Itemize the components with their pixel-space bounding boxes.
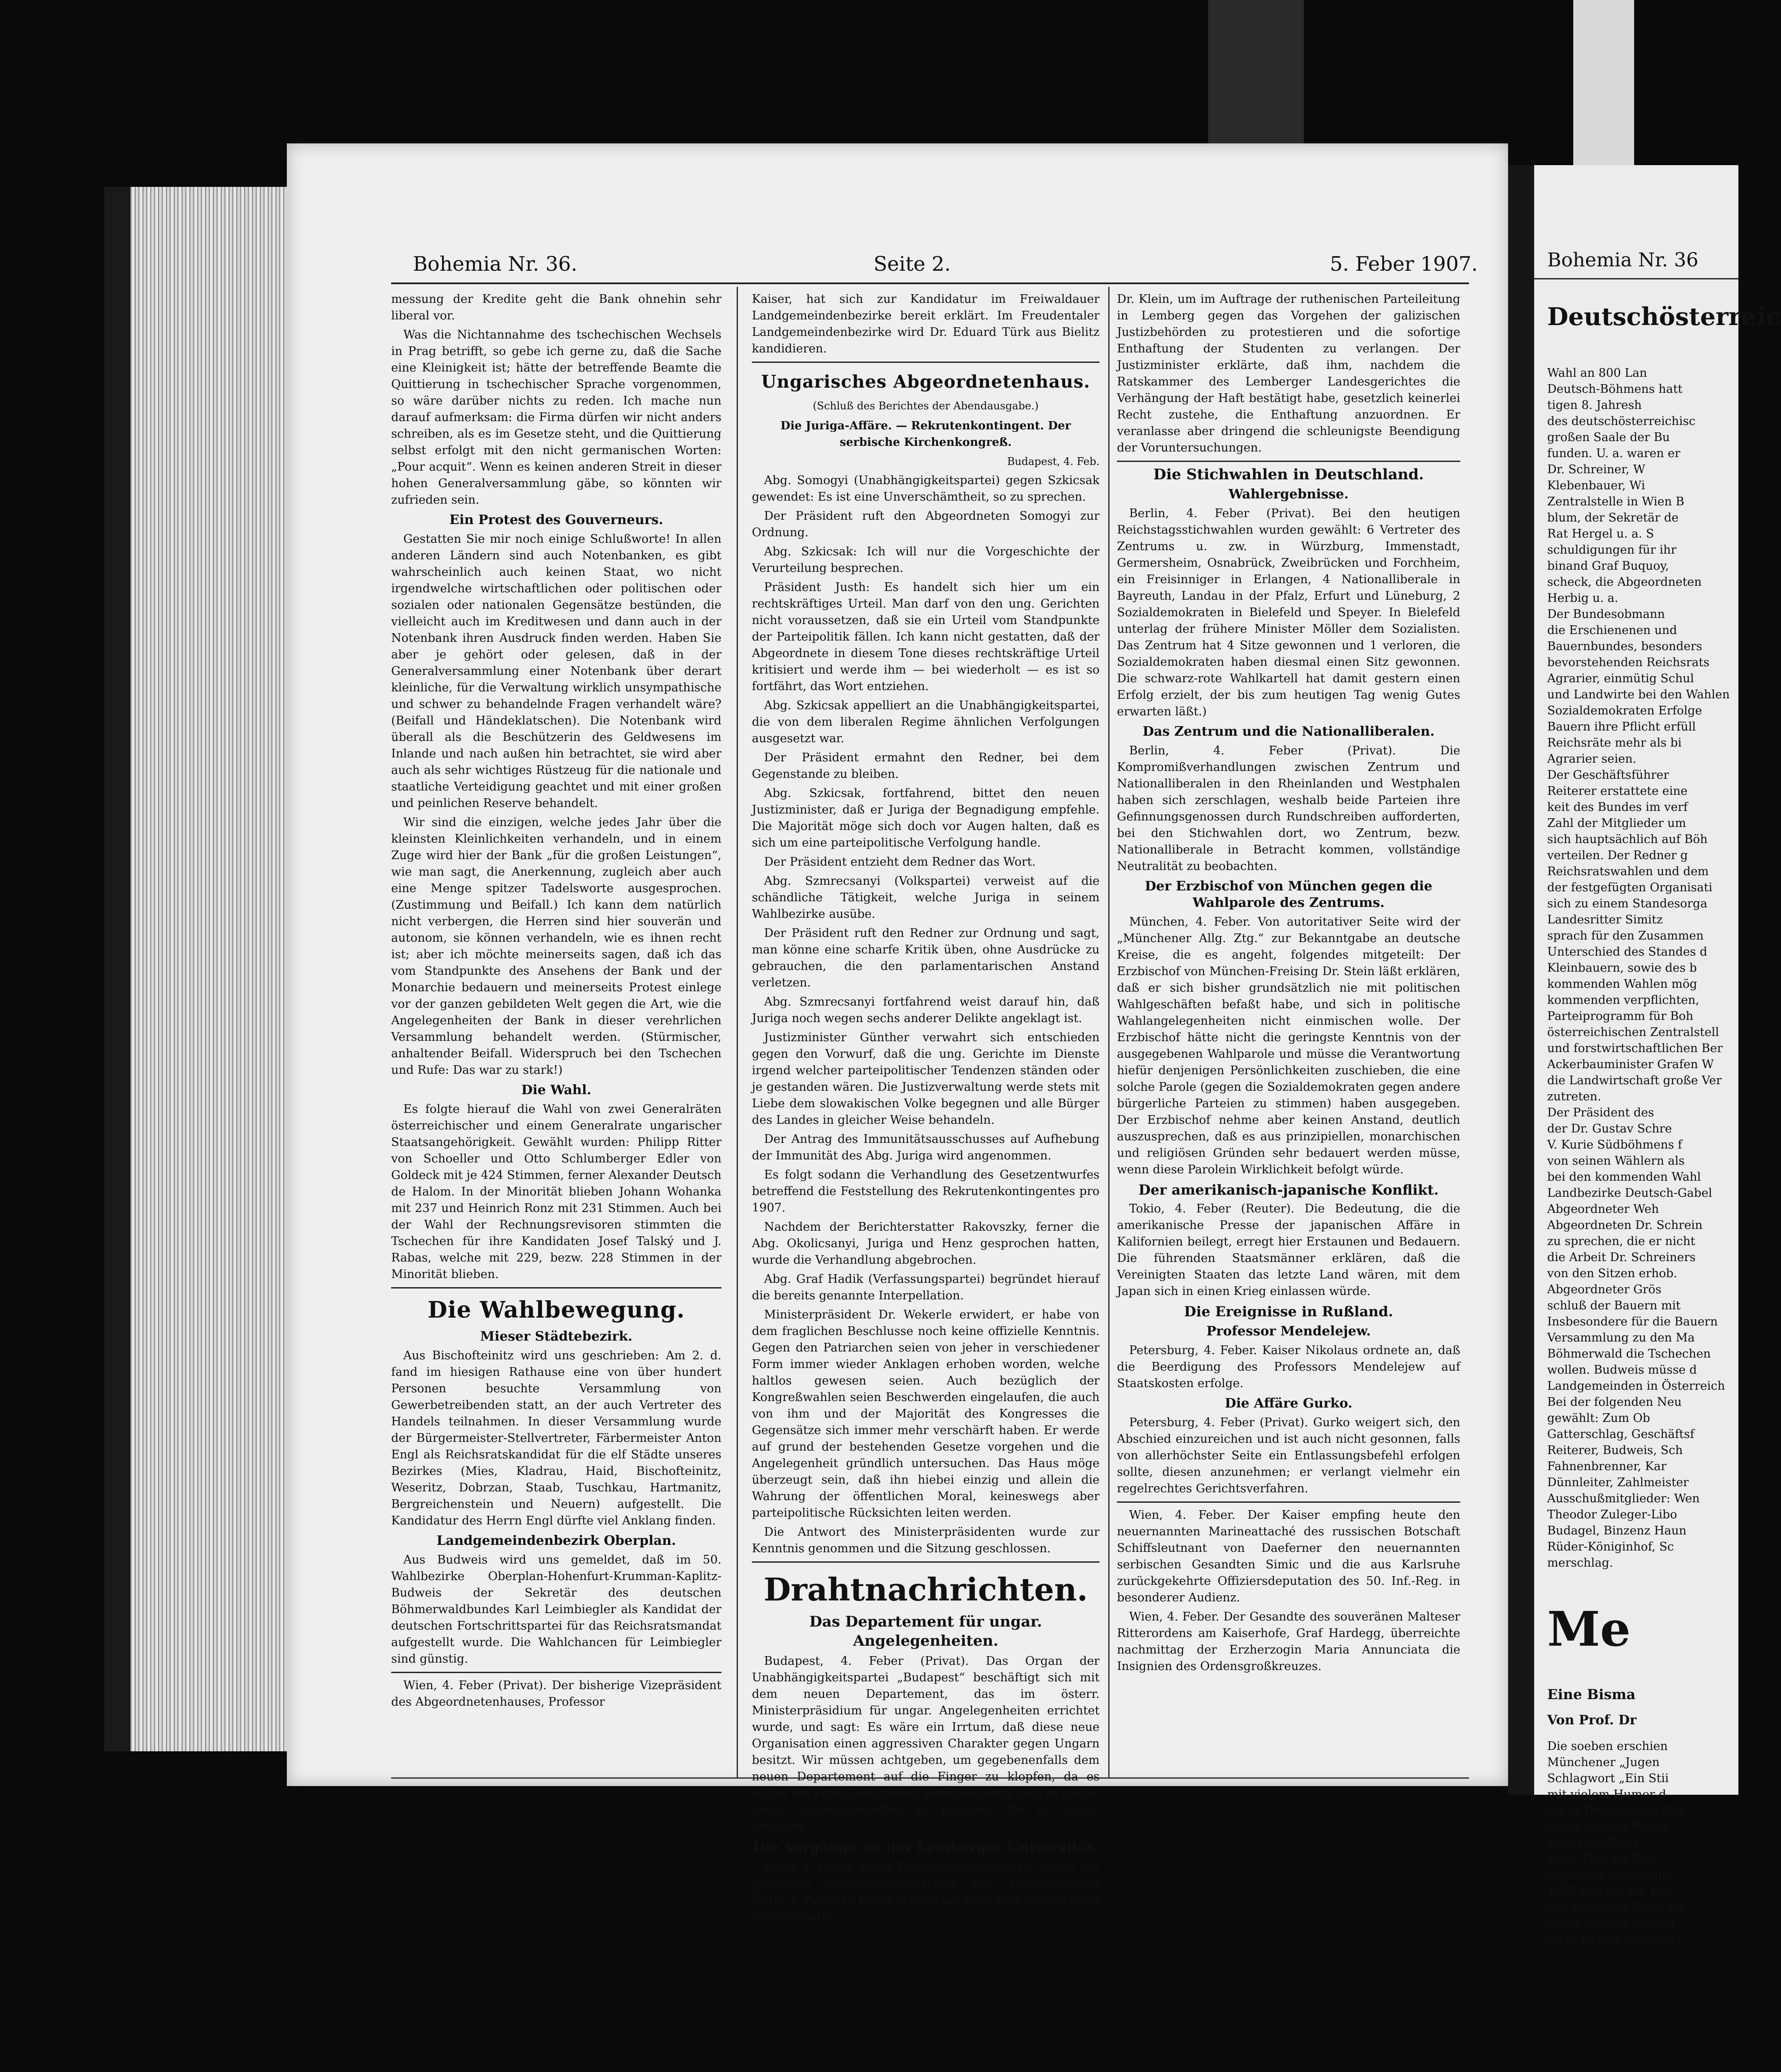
next-page-title: Deutschösterreic — [1547, 302, 1781, 331]
text-line: und Landwirte bei den Wahlen — [1547, 688, 1730, 701]
text-line: Kleinbauern, sowie des b — [1547, 961, 1697, 975]
text-line: Der Präsident des — [1547, 1106, 1654, 1119]
paragraph: Dr. Klein, um im Auftrage der ruthenischen Parteileitung in Lemberg gegen das Vorgehen der galizischen Justizbehörden zu protestieren und die sofortige Enthaftung der Studenten zu verlangen. Der Justizminister erklärte, daß ihm, nachdem die Ratskammer des Lemberger Landesgerichtes die Verhängung der Haft bestätigt habe, gesetzlich keinerlei Recht zustehe, die Enthaftung anzuordnen. Er veranlasse aber dringend die schleunigste Beendigung der Voruntersuchungen. — [1117, 292, 1460, 455]
paragraph: Wien, 4. Feber. Einer Korrespondenz zufolge weilte der gewesene Obmannstellvertreter des Ruthenenklubs Ritter v. Wassilko heute vormittags über eine Stunde beim Justizminister — [752, 1860, 1100, 1923]
paragraph: Der Präsident entzieht dem Redner das Wort. — [764, 855, 1036, 869]
paragraph: Justizminister Günther verwahrt sich entschieden gegen den Vorwurf, daß die ung. Gerichte im Dienste irgend welcher parteipolitischer Tendenzen ständen oder je gestanden wären. Die Justizverwaltung werde stets mit Liebe dem slowakischen Volke begegnen und alle Bürger des Landes in gleicher Weise behandeln. — [752, 1031, 1100, 1127]
text-line: Reiterer, Budweis, Sch — [1547, 1444, 1683, 1457]
text-line: und forstwirtschaftlichen Ber — [1547, 1042, 1723, 1055]
column-rule — [737, 287, 738, 1777]
text-line: sich zu einem Standesorga — [1547, 897, 1708, 910]
text-line: Budagel, Binzenz Haun — [1547, 1524, 1687, 1537]
paragraph: Abg. Szkicsak: Ich will nur die Vorgeschichte der Verurteilung besprechen. — [752, 545, 1100, 575]
paragraph: Wien, 4. Feber (Privat). Der bisherige Vizepräsident des Abgeordnetenhauses, Professor — [391, 1679, 721, 1709]
text-line: Abgeordneter Weh — [1547, 1202, 1659, 1216]
paragraph: Kaiser, hat sich zur Kandidatur im Freiwaldauer Landgemeindenbezirke bereit erklärt. Im Freudentaler Landgemeindenbezirke wird Dr. Eduard Türk aus Bielitz kandidieren. — [752, 292, 1100, 355]
paragraph: Abg. Somogyi (Unabhängigkeitspartei) gegen Szkicsak gewendet: Es ist eine Unverschämtheit, so zu sprechen. — [752, 474, 1100, 504]
section-title: Drahtnachrichten. — [764, 1571, 1088, 1608]
text-line: Klebenbauer, Wi — [1547, 479, 1645, 492]
divider — [1117, 1501, 1460, 1503]
next-page-big-heading: Me — [1547, 1601, 1631, 1657]
text-line: von seinen Wählern als — [1547, 1154, 1685, 1168]
paragraph: Der Antrag des Immunitätsausschusses auf Aufhebung der Immunität des Abg. Juriga wird angenommen. — [752, 1132, 1100, 1162]
text-line: großen Saale der Bu — [1547, 431, 1670, 444]
section-heading: Die Wahl. — [521, 1082, 591, 1098]
paragraph: Der Präsident ermahnt den Redner, bei dem Gegenstande zu bleiben. — [752, 751, 1100, 781]
book-spine-edge — [104, 187, 130, 1751]
paragraph: Es folgt sodann die Verhandlung des Gesetzentwurfes betreffend die Feststellung des Rekrutenkontingentes pro 1907. — [752, 1168, 1100, 1215]
text-line: Der Geschäftsführer — [1547, 768, 1669, 782]
subtitle: (Schluß des Berichtes der Abendausgabe.) — [813, 400, 1039, 412]
newspaper-page — [287, 143, 1508, 1923]
text-line: die Erschienenen und — [1547, 624, 1677, 637]
subsection-heading: Der Erzbischof von München gegen die Wahlparole des Zentrums. — [1145, 879, 1432, 910]
text-line: verteilen. Der Redner g — [1547, 849, 1688, 862]
text-line: Lenz, Hofrats Prof — [1547, 1852, 1657, 1866]
text-line: Versammlung zu den Ma — [1547, 1331, 1695, 1345]
text-line: blum, der Sekretär de — [1547, 511, 1679, 525]
text-line: Münchener „Jugen — [1547, 1756, 1660, 1769]
text-line: Theodor Zuleger-Libo — [1547, 1508, 1677, 1521]
text-line: die in Deutschland Obe — [1547, 1804, 1687, 1817]
next-page-heading: Eine Bisma — [1547, 1686, 1636, 1703]
paragraph: Abg. Szkicsak, fortfahrend, bittet den neuen Justizminister, daß er Juriga der Begnadigung empfehle. Die Majorität möge sich doch vor Augen halten, daß es sich um eine parteipolitische Verfolgung handle. — [752, 787, 1100, 850]
text-line: merschlag. — [1547, 1556, 1613, 1570]
paragraph: Wir sind die einzigen, welche jedes Jahr über die kleinsten Kleinlichkeiten verhandeln, und in einem Zuge wird hier der Bank „für die großen Leistungen“, wie man sagt, die Anerkennung, zugleich aber auch eine Menge spitzer Tadelsworte ausgesprochen. (Zustimmung und Beifall.) Ich kann dem natürlich nicht verbergen, die Herren sind hier souverän und autonom, sie können verhandeln, wie es ihnen recht ist; aber ich möchte meinerseits sagen, daß ich das vom Standpunkte des Ansehens der Bank und der Monarchie bedauern und meinerseits Protest einlege vor der ganzen gebildeten Welt gegen die Art, wie die Angelegenheiten der Bank in dieser verehrlichen Versammlung behandelt werden. (Stürmischer, anhaltender Beifall. Widerspruch bei den Tschechen und Rufe: Das war zu stark!) — [391, 816, 721, 1077]
paragraph: Budapest, 4. Feber (Privat). Das Organ der Unabhängigkeitspartei „Budapest“ beschäftigt sich mit dem neuen Departement, das im österr. Ministerpräsidium für ungar. Angelegenheiten errichtet wurde, und sagt: Es wäre ein Irrtum, daß diese neue Organisation einen aggressiven Charakter gegen Ungarn besitzt. Wir müssen achtgeben, um gegebenenfalls dem neuen Departement auf die Finger zu klopfen, da es sicher die erste Gelegenheit benützen wird, sich in solche ungar. Angelegenheiten zu mischen, die es nichts angehen. — [752, 1654, 1100, 1833]
header-page-number: Seite 2. — [874, 252, 951, 276]
text-line: zu sprechen, die er nicht — [1547, 1235, 1695, 1248]
subsection-heading: Mieser Städtebezirk. — [480, 1329, 633, 1344]
text-line: bevorstehenden Reichsrats — [1547, 656, 1710, 669]
paragraph: Abg. Graf Hadik (Verfassungspartei) begründet hierauf die bereits genannte Interpellation. — [752, 1272, 1100, 1302]
text-line: der Dr. Gustav Schre — [1547, 1122, 1672, 1136]
text-line: Der Bundesobmann — [1547, 608, 1665, 621]
text-line: bei den kommenden Wahl — [1547, 1170, 1701, 1184]
section-heading: Ein Protest des Gouverneurs. — [449, 512, 664, 528]
paragraph: Die Antwort des Ministerpräsidenten wurde zur Kenntnis genommen und die Sitzung geschlossen. — [752, 1525, 1100, 1555]
divider — [391, 1287, 721, 1288]
paragraph: Der Präsident ruft den Redner zur Ordnung und sagt, man könne eine scharfe Kritik üben, ohne Ausdrücke zu gebrauchen, die den parlamentarischen Anstand verletzen. — [752, 926, 1100, 990]
paragraph: Wien, 4. Feber. Der Kaiser empfing heute den neuernannten Marineattaché des russischen Botschaft Schiffsleutnant von Daeferner den neuernannten serbischen Gesandten Simic und die aus Karlsruhe zurückgekehrte Offiziersdeputation des 50. Inf.-Reg. in besonderer Audienz. — [1117, 1508, 1460, 1604]
text-line: der festgefügten Organisati — [1547, 881, 1713, 894]
text-line: Landesritter Simitz — [1547, 913, 1663, 926]
paragraph: Aus Budweis wird uns gemeldet, daß im 50. Wahlbezirke Oberplan-Hohenfurt-Krumman-Kaplitz-Budweis der Sekretär des deutschen Böhmerwaldbundes Karl Leimbiegler als Kandidat der deutschen Fortschrittspartei für das Reichsratsmandat aufgestellt wurde. Die Wahlchancen für Leimbiegler sind günstig. — [391, 1553, 721, 1666]
next-page-fragment — [1534, 165, 1781, 1946]
text-line: scheck, die Abgeordneten — [1547, 575, 1702, 589]
page-header — [413, 252, 1482, 282]
text-line: Reiterer erstattete eine — [1547, 784, 1688, 798]
text-line: Abgeordneten Dr. Schrein — [1547, 1219, 1703, 1232]
divider — [752, 362, 1100, 363]
text-line: kommenden verpflichten, — [1547, 993, 1699, 1007]
column-3 — [1117, 291, 1460, 1677]
text-line: Agrarier seien. — [1547, 752, 1637, 766]
paragraph: messung der Kredite geht die Bank ohnehin sehr liberal vor. — [391, 292, 721, 322]
subsection-heading: Die Affäre Gurko. — [1225, 1396, 1352, 1411]
paragraph: Abg. Szmrecsanyi fortfahrend weist darauf hin, daß Juriga noch wegen sechs anderer Delikte angeklagt ist. — [752, 995, 1100, 1025]
paragraph: Aus Bischofteinitz wird uns geschrieben: Am 2. d. fand im hiesigen Rathause eine von über hundert Personen besuchte Versammlung von Gewerbetreibenden statt, an der auch Vertreter des Handels teilnahmen. In dieser Versammlung wurde der Bürgermeister-Stellvertreter, Färbermeister Anton Engl als Reichsratskandidat für die elf Städte unseres Bezirkes (Mies, Kladrau, Haid, Bischofteinitz, Weseritz, Dobrzan, Staab, Tuschkau, Hartmanitz, Bergreichenstein und Neuern) aufgestellt. Die Kandidatur des Herrn Engl dürfte viel Anklang finden. — [391, 1349, 721, 1527]
paragraph: Berlin, 4. Feber (Privat). Die Kompromißverhandlungen zwischen Zentrum und Nationalliberalen in den Rheinlanden und Westphalen haben sich zerschlagen, weshalb beide Parteien ihre Gefinnungsgenossen durch Rundschreiben aufforderten, bei den Stichwahlen dort, wo Zentrum, bezw. Nationalliberale in Betracht kommen, vollständige Neutralität zu beobachten. — [1117, 744, 1460, 873]
dateline: Budapest, 4. Feb. — [1007, 455, 1100, 468]
text-line: Insbesondere für die Bauern — [1547, 1315, 1718, 1328]
header-issue: Bohemia Nr. 36. — [413, 252, 578, 276]
header-rule — [391, 282, 1469, 284]
paragraph: Der Präsident ruft den Abgeordneten Somogyi zur Ordnung. — [752, 509, 1100, 539]
text-line: die Landwirtschaft große Ver — [1547, 1074, 1722, 1087]
text-line: Böhmerwald die Tschechen — [1547, 1347, 1711, 1361]
section-title: Ungarisches Abgeordnetenhaus. — [761, 372, 1090, 392]
divider — [1117, 461, 1460, 462]
paragraph: Berlin, 4. Feber (Privat). Bei den heutigen Reichstagsstichwahlen wurden gewählt: 6 Vertreter des Zentrums u. zw. in Würzburg, Immenstadt, Germersheim, Osnabrück, Zweibrücken und Forchheim, ein Freisinniger in Erlangen, 4 Nationalliberale in Bayreuth, Landau in der Pfalz, Erfurt und Lüneburg, 2 Sozialdemokraten in Bielefeld und Speyer. In Bielefeld unterlag der frühere Minister Möller dem Sozialisten. Das Zentrum hat 4 Sitze gewonnen und 1 verloren, die Sozialdemokraten haben diesmal einen Sitz gewonnen. Die schwarz-rote Wahlkartell hat damit gestern einen Erfolg erzielt, der bis zum heutigen Tag wenig Gutes erwarten läßt.) — [1117, 507, 1460, 718]
section-title: Die Wahlbewegung. — [428, 1297, 685, 1323]
text-line: das Deutsche Reich un — [1547, 1900, 1684, 1914]
text-line: Ausschußmitglieder: Wen — [1547, 1492, 1700, 1505]
paragraph: Abg. Szmrecsanyi (Volkspartei) verweist auf die schändliche Tätigkeit, welche Juriga in seinem Wahlbezirke ausübe. — [752, 874, 1100, 921]
text-line: Abgeordneter Grös — [1547, 1283, 1661, 1296]
text-line: Zentralstelle in Wien B — [1547, 495, 1685, 508]
header-date: 5. Feber 1907. — [1330, 252, 1478, 276]
text-line: Bauernbundes, besonders — [1547, 640, 1702, 653]
text-line: Schlagwort „Ein Stii — [1547, 1772, 1669, 1785]
subsection-heading: Die Vorgänge an der Lemberger Universität. — [753, 1839, 1099, 1856]
text-line: nicht richtig lernte, da — [1547, 1933, 1682, 1946]
text-line: Sozialdemokraten Erfolge — [1547, 704, 1702, 717]
text-line: Rüder-Königinhof, Sc — [1547, 1540, 1674, 1554]
text-line: Fahnenbrenner, Kar — [1547, 1460, 1667, 1473]
divider — [752, 1561, 1100, 1563]
text-line: V. Kurie Südböhmens f — [1547, 1138, 1682, 1152]
subsection-heading: Das Departement für ungar. Angelegenheiten. — [809, 1613, 1042, 1650]
text-line: Landbezirke Deutsch-Gabel — [1547, 1186, 1712, 1200]
text-line: Ackerbauminister Grafen W — [1547, 1058, 1714, 1071]
section-heading: Der amerikanisch-japanische Konflikt. — [1138, 1182, 1439, 1198]
header-rule — [1534, 278, 1738, 279]
text-line: der in seinem Werke — [1547, 1820, 1670, 1833]
text-line: sich hauptsächlich auf Böh — [1547, 833, 1708, 846]
text-line: keit des Bundes im verf — [1547, 800, 1688, 814]
paragraph: Abg. Szkicsak appelliert an die Unabhängigkeitspartei, die von dem liberalen Regime ähnlichen Verfolgungen ausgesetzt war. — [752, 699, 1100, 745]
text-line: binand Graf Buquoy, — [1547, 559, 1669, 573]
text-line: Dünnleiter, Zahlmeister — [1547, 1476, 1689, 1489]
text-line: Parteiprogramm für Boh — [1547, 1009, 1694, 1023]
paragraph: Es folgte hierauf die Wahl von zwei Generalräten österreichischer und einem Generalrate ungarischer Staatsangehörigkeit. Gewählt wurden: Philipp Ritter von Schoeller und Otto Schlumberger Edler von Goldeck mit je 424 Stimmen, ferner Alexander Deutsch de Halom. In der Minorität blieben Johann Wohanka mit 237 und Heinrich Ronz mit 231 Stimmen. Auch bei der Wahl der Rechnungsrevisoren stimmten die Tschechen für ihre Kandidaten Josef Talský und J. Rabas, welche mit 229, bezw. 228 Stimmen in der Minorität blieben. — [391, 1102, 721, 1281]
text-line: tigen 8. Jahresh — [1547, 398, 1642, 412]
text-line: gewählt: Zum Ob — [1547, 1411, 1650, 1425]
text-line: Dr. Schreiner, W — [1547, 463, 1645, 476]
text-line: folgendes mitgeteilt: — [1547, 1868, 1671, 1882]
text-line: Reichsräte mehr als bi — [1547, 736, 1682, 750]
text-line: österreichischen Zentralstell — [1547, 1026, 1719, 1039]
column-2 — [752, 291, 1100, 1928]
paragraph: Was die Nichtannahme des tschechischen Wechsels in Prag betrifft, so gebe ich gerne zu, daß die Sache eine Kleinigkeit ist; hätte der betreffende Beamte die Quittierung in tschechischer Sprache vorgenommen, so wäre darüber nichts zu reden. Ich mache nun darauf aufmerksam: die Firma dürfen wir nicht anders schreiben, als es im Gesetze steht, und die Quittierung selbst erfolgt mit den nicht germanischen Worten: „Pour acquit“. Wenn es keinen anderen Streit in dieser hohen Generalversammlung gäbe, so könnten wir zufrieden sein. — [391, 328, 721, 507]
subtitle: Die Juriga-Affäre. — Rekrutenkontingent. Der serbische Kirchenkongreß. — [780, 419, 1071, 449]
text-line: schuldigungen für ihr — [1547, 543, 1677, 557]
text-line: Bismarck-Biogi — [1547, 1836, 1638, 1850]
text-line: kommenden Wahlen mög — [1547, 977, 1698, 991]
background-strip — [1208, 0, 1304, 143]
text-line: mit vielem Humor d — [1547, 1788, 1666, 1801]
text-line: Zahl der Mitglieder um — [1547, 817, 1686, 830]
text-line: funden. U. a. waren er — [1547, 447, 1681, 460]
next-page-header: Bohemia Nr. 36 — [1547, 249, 1698, 271]
book-spine-pages — [104, 187, 287, 1751]
text-line: zutreten. — [1547, 1090, 1602, 1103]
text-line: wollen. Budweis müsse d — [1547, 1363, 1697, 1377]
text-line: Agrarier, einmütig Schul — [1547, 672, 1694, 685]
subsection-heading: Das Zentrum und die Nationalliberalen. — [1143, 724, 1435, 739]
text-line: Wahl an 800 Lan — [1547, 366, 1647, 380]
paragraph: München, 4. Feber. Von autoritativer Seite wird der „Münchener Allg. Ztg.“ zur Bekanntgabe an deutsche Kreise, die es angeht, folgendes mitgeteilt: Der Erzbischof von München-Freising Dr. Stein läßt erklären, daß er sich bisher grundsätzlich nie mit politischen Wahlgeschäften befaßt habe, und sich in politische Wahlangelegenheiten nicht einmischen wolle. Der Erzbischof hätte nicht die geringste Kenntnis von der ausgegebenen Wahlparole und müsse die Verantwortung hiefür denjenigen Persönlichkeiten zuschieben, die eine solche Parole (gegen die Sozialdemokraten gegen andere bürgerliche Parteien zu stimmen) haben ausgegeben. Der Erzbischof nehme aber keinen Anstand, deutlich auszusprechen, daß es aus prinzipiellen, monarchischen und religiösen Gründen sehr bedauert werden müsse, wenn diese Parolein Wirklichkeit befolgt würde. — [1117, 915, 1460, 1176]
subsection-heading: Landgemeindenbezirk Oberplan. — [436, 1533, 676, 1548]
subsection-heading: Professor Mendelejew. — [1206, 1324, 1371, 1339]
subsection-heading: Wahlergebnisse. — [1228, 487, 1349, 502]
paragraph: Wien, 4. Feber. Der Gesandte des souveränen Malteser Ritterordens am Kaiserhofe, Graf Hardegg, überreichte nachmittag der Erzherzogin Maria Annunciata die Insignien des Ordensgroßkreuzes. — [1117, 1610, 1460, 1673]
paragraph: Tokio, 4. Feber (Reuter). Die Bedeutung, die die amerikanische Presse der japanischen Affäre in Kalifornien beilegt, erregt hier Erstaunen und Bedauern. Die führenden Staatsmänner erklären, daß die Vereinigten Staaten das letzte Land wären, mit dem Japan sich in einen Krieg einlassen würde. — [1117, 1202, 1460, 1298]
text-line: Gatterschlag, Geschäftsf — [1547, 1428, 1695, 1441]
text-line: des deutschösterreichisc — [1547, 415, 1696, 428]
text-line: der in seinem ganzen — [1547, 1916, 1675, 1930]
paragraph: Präsident Justh: Es handelt sich hier um ein rechtskräftiges Urteil. Man darf von den ung. Gerichten nicht voraussetzen, daß sie ein Urteil vom Standpunkte der Parteipolitik fällen. Ich kann nicht gestatten, daß der Abgeordnete in diesem Tone dieses rechtskräftige Urteil kritisiert und werde ihm — bei wiederholt — es ist so fortfährt, das Wort entziehen. — [752, 581, 1100, 693]
text-line: sprach für den Zusammen — [1547, 929, 1704, 943]
text-line: Bei der folgenden Neu — [1547, 1395, 1682, 1409]
text-line: Die soeben erschien — [1547, 1740, 1668, 1753]
paragraph: Petersburg, 4. Feber. Kaiser Nikolaus ordnete an, daß die Beerdigung des Professors Mendelejew auf Staatskosten erfolge. — [1117, 1344, 1460, 1390]
background-strip — [1573, 0, 1634, 165]
paragraph: Gestatten Sie mir noch einige Schlußworte! In allen anderen Ländern sind auch Notenbanken, es gibt wahrscheinlich auch keinen Staat, wo nicht irgendwelche wirtschaftlichen oder politischen oder sozialen oder nationalen Gegensätze bestünden, die vielleicht auch im Kreditwesen und dann auch in der Notenbank ihren Ausdruck finden werden. Haben Sie aber je gehört oder gelesen, daß in der Generalversammlung einer Notenbank über derart kleinliche, für die Verwaltung wirklich unsympathische und schwer zu behandelnde Fragen verhandelt wäre? (Beifall und Händeklatschen). Die Notenbank wird überall als die Beschützerin des Geldwesens im Inlande und nach außen hin betrachtet, sie wird aber auch als sehr wichtiges Rüstzeug für die nationale und staatliche Verteidigung geachtet und mit einer großen und peinlichen Reserve behandelt. — [391, 532, 721, 810]
section-heading: Die Ereignisse in Rußland. — [1184, 1303, 1393, 1320]
text-line: von den Sitzen erhob. — [1547, 1267, 1678, 1280]
divider — [391, 1672, 721, 1673]
text-line: Unterschied des Standes d — [1547, 945, 1708, 959]
paragraph: Ministerpräsident Dr. Wekerle erwidert, er habe von dem fraglichen Beschlusse noch keine offizielle Kenntnis. Gegen den Patriarchen seien von jeher in verschiedener Form immer wieder Anklagen erhoben worden, welche haltlos gewesen seien. Auch bezüglich der Kongreßwahlen seien Beschwerden eingelaufen, die auch von ihm und der Majorität des Kongresses die Gegensätze sich immer mehr verschärft haben. Er werde auf grund der bestehenden Gesetze vorgehen und die Angelegenheit gründlich untersuchen. Das Haus möge überzeugt sein, daß ihn hiebei einzig und allein die Wahrung der öffentlichen Moral, keineswegs aber parteipolitische Rücksichten leiten werden. — [752, 1308, 1100, 1520]
text-line: Herbig u. a. — [1547, 591, 1618, 605]
book-gutter — [1508, 165, 1534, 1795]
paragraph: Nachdem der Berichterstatter Rakovszky, ferner die Abg. Okolicsanyi, Juriga und Henz gesprochen hatten, wurde die Verhandlung abgebrochen. — [752, 1220, 1100, 1267]
column-rule — [1108, 287, 1110, 1777]
paragraph: Petersburg, 4. Feber (Privat). Gurko weigert sich, den Abschied einzureichen und ist auch nicht gesonnen, falls von allerhöchster Seite ein Entlassungsbefehl erfolgen sollte, diesen anzunehmen; er verlangt vielmehr ein regelrechtes Gerichtsverfahren. — [1117, 1416, 1460, 1495]
text-line: Landgemeinden in Österreich — [1547, 1379, 1725, 1393]
text-line: Rat Hergel u. a. S — [1547, 527, 1654, 541]
text-line: schluß der Bauern mit — [1547, 1299, 1681, 1312]
text-line: 1898 machte ein gew — [1547, 1884, 1675, 1898]
text-line: die Arbeit Dr. Schreiners — [1547, 1251, 1696, 1264]
text-line: Bauern ihre Pflicht erfüll — [1547, 720, 1696, 734]
next-page-heading: Von Prof. Dr — [1547, 1713, 1637, 1728]
text-line: Deutsch-Böhmens hatt — [1547, 382, 1683, 396]
section-heading: Die Stichwahlen in Deutschland. — [1153, 466, 1424, 483]
text-line: Reichsratswahlen und dem — [1547, 865, 1709, 878]
column-1 — [391, 291, 721, 1713]
